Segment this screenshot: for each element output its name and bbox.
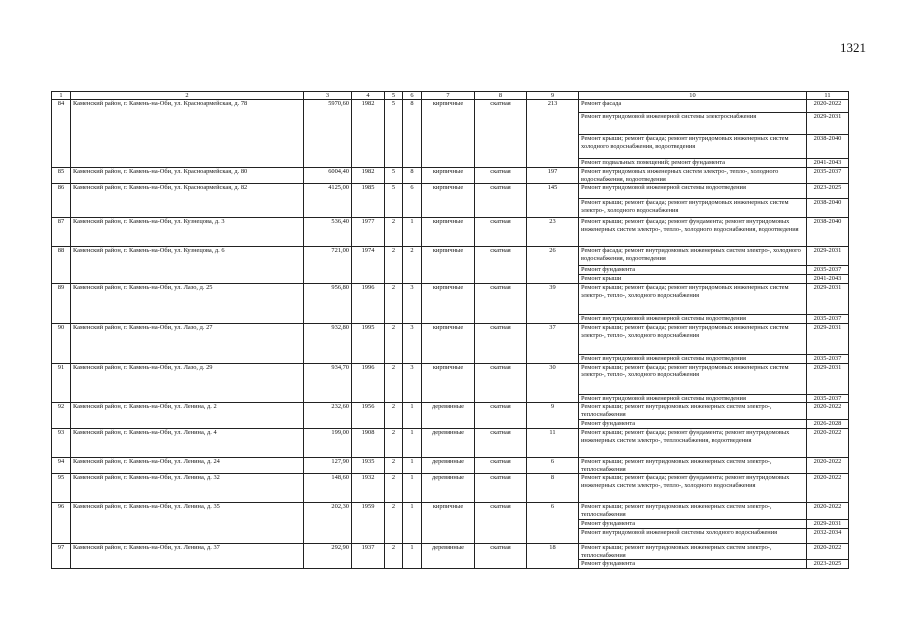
building-entrances: 1 [403,218,422,247]
roof-type: скатная [475,457,527,474]
table-row [52,184,849,199]
building-number: 95 [52,474,71,503]
wall-material: деревянные [422,474,475,503]
building-area: 127,90 [304,457,352,474]
building-entrances: 8 [403,167,422,184]
building-floors: 2 [385,428,403,457]
column-number: 8 [475,92,527,100]
column-number: 5 [385,92,403,100]
wall-material: кирпичные [422,283,475,323]
work-description: Ремонт крыши; ремонт внутридомовых инженерных систем электро-, теплоснабжения [579,543,807,560]
table-row [52,474,849,503]
work-description: Ремонт крыши; ремонт фасада; ремонт внутридомовых инженерных систем холодного водоснабжения, водоотведения [579,135,807,159]
building-entrances: 3 [403,363,422,403]
residents-count: 37 [527,323,579,363]
work-period: 2020-2022 [807,403,849,420]
building-year: 1996 [352,363,385,403]
building-year: 1982 [352,167,385,184]
wall-material: кирпичные [422,503,475,543]
residents-count: 213 [527,100,579,168]
table-row [52,428,849,457]
building-entrances: 8 [403,100,422,168]
table-row [52,403,849,420]
building-entrances: 1 [403,474,422,503]
work-period: 2029-2031 [807,113,849,135]
table-row [52,503,849,520]
residents-count: 18 [527,543,579,568]
work-period: 2029-2031 [807,247,849,266]
residents-count: 11 [527,428,579,457]
building-floors: 5 [385,100,403,168]
roof-type: скатная [475,363,527,403]
wall-material: кирпичные [422,218,475,247]
work-period: 2038-2040 [807,218,849,247]
work-description: Ремонт внутридомовой инженерной системы водоотведения [579,354,807,363]
building-area: 934,70 [304,363,352,403]
wall-material: деревянные [422,457,475,474]
work-period: 2029-2031 [807,363,849,394]
building-year: 1937 [352,543,385,568]
work-period: 2035-2037 [807,354,849,363]
building-number: 92 [52,403,71,428]
building-area: 232,60 [304,403,352,428]
work-description: Ремонт крыши; ремонт фасада; ремонт фундамента; ремонт внутридомовых инженерных систем электро-, тепло-, холодного водоснабжения, водоотведения [579,218,807,247]
residents-count: 39 [527,283,579,323]
building-entrances: 1 [403,503,422,543]
column-number: 10 [579,92,807,100]
building-entrances: 1 [403,457,422,474]
work-description: Ремонт внутридомовых инженерных систем электро-, тепло-, холодного водоснабжения, водоотведения [579,167,807,184]
table-row [52,218,849,247]
building-floors: 2 [385,363,403,403]
building-number: 84 [52,100,71,168]
work-description: Ремонт внутридомовой инженерной системы водоотведения [579,184,807,199]
work-description: Ремонт фундамента [579,266,807,275]
wall-material: деревянные [422,403,475,428]
column-number: 1 [52,92,71,100]
building-area: 6004,40 [304,167,352,184]
work-description: Ремонт фасада; ремонт внутридомовых инженерных систем электро-, холодного водоснабжения, водоотведения [579,247,807,266]
roof-type: скатная [475,543,527,568]
building-entrances: 3 [403,283,422,323]
building-area: 956,80 [304,283,352,323]
column-number: 4 [352,92,385,100]
residents-count: 6 [527,503,579,543]
building-number: 90 [52,323,71,363]
building-floors: 2 [385,323,403,363]
residents-count: 23 [527,218,579,247]
work-description: Ремонт внутридомовой инженерной системы водоотведения [579,314,807,323]
work-period: 2026-2028 [807,419,849,428]
column-number: 6 [403,92,422,100]
roof-type: скатная [475,218,527,247]
work-period: 2023-2025 [807,560,849,569]
wall-material: кирпичные [422,247,475,284]
work-description: Ремонт крыши; ремонт фасада; ремонт фундамента; ремонт внутридомовых инженерных систем электро-, теплоснабжения, водоотведения [579,428,807,457]
residents-count: 6 [527,457,579,474]
roof-type: скатная [475,474,527,503]
roof-type: скатная [475,283,527,323]
work-description: Ремонт внутридомовой инженерной системы водоотведения [579,394,807,403]
work-period: 2020-2022 [807,100,849,113]
work-description: Ремонт крыши; ремонт внутридомовых инженерных систем электро-, теплоснабжения [579,457,807,474]
building-address: Каменский район, г. Камень-на-Оби, ул. Кузнецова, д. 3 [71,218,304,247]
work-period: 2023-2025 [807,184,849,199]
residents-count: 197 [527,167,579,184]
building-floors: 2 [385,247,403,284]
roof-type: скатная [475,323,527,363]
column-number: 9 [527,92,579,100]
wall-material: кирпичные [422,167,475,184]
building-number: 87 [52,218,71,247]
work-description: Ремонт фасада [579,100,807,113]
work-description: Ремонт крыши; ремонт фасада; ремонт внутридомовых инженерных систем электро-, тепло-, холодного водоснабжения [579,323,807,354]
roof-type: скатная [475,184,527,218]
roof-type: скатная [475,100,527,168]
building-number: 85 [52,167,71,184]
buildings-table [51,91,849,569]
building-entrances: 6 [403,184,422,218]
building-number: 86 [52,184,71,218]
page-number: 1321 [840,40,866,55]
building-year: 1932 [352,474,385,503]
building-year: 1974 [352,247,385,284]
work-description: Ремонт внутридомовой инженерной системы холодного водоснабжения [579,528,807,543]
column-number-row [52,92,849,100]
building-floors: 2 [385,403,403,428]
building-year: 1935 [352,457,385,474]
building-entrances: 3 [403,323,422,363]
building-address: Каменский район, г. Камень-на-Оби, ул. Ленина, д. 35 [71,503,304,543]
work-period: 2035-2037 [807,314,849,323]
work-period: 2020-2022 [807,474,849,503]
work-period: 2041-2043 [807,159,849,168]
wall-material: кирпичные [422,100,475,168]
column-number: 7 [422,92,475,100]
building-year: 1959 [352,503,385,543]
building-floors: 5 [385,184,403,218]
work-period: 2020-2022 [807,503,849,520]
building-address: Каменский район, г. Камень-на-Оби, ул. Ленина, д. 4 [71,428,304,457]
building-floors: 5 [385,167,403,184]
building-address: Каменский район, г. Камень-на-Оби, ул. Ленина, д. 37 [71,543,304,568]
building-area: 292,90 [304,543,352,568]
work-description: Ремонт крыши; ремонт внутридомовых инженерных систем электро-, теплоснабжения [579,403,807,420]
work-description: Ремонт крыши; ремонт фасада; ремонт внутридомовых инженерных систем электро-, тепло-, холодного водоснабжения [579,283,807,314]
building-year: 1982 [352,100,385,168]
column-number: 11 [807,92,849,100]
building-number: 91 [52,363,71,403]
building-entrances: 1 [403,428,422,457]
building-number: 94 [52,457,71,474]
building-area: 202,30 [304,503,352,543]
work-description: Ремонт фундамента [579,560,807,569]
work-period: 2035-2037 [807,266,849,275]
building-number: 96 [52,503,71,543]
work-period: 2029-2031 [807,283,849,314]
work-description: Ремонт фундамента [579,419,807,428]
wall-material: кирпичные [422,323,475,363]
work-description: Ремонт крыши [579,275,807,284]
work-period: 2035-2037 [807,394,849,403]
residents-count: 26 [527,247,579,284]
residents-count: 8 [527,474,579,503]
building-area: 5970,60 [304,100,352,168]
building-address: Каменский район, г. Камень-на-Оби, ул. Красноармейская, д. 78 [71,100,304,168]
column-number: 2 [71,92,304,100]
work-description: Ремонт крыши; ремонт фасада; ремонт фундамента; ремонт внутридомовых инженерных систем электро-, тепло-, холодного водоснабжения [579,474,807,503]
building-floors: 2 [385,543,403,568]
residents-count: 30 [527,363,579,403]
building-address: Каменский район, г. Камень-на-Оби, ул. Ленина, д. 32 [71,474,304,503]
work-period: 2029-2031 [807,323,849,354]
building-year: 1977 [352,218,385,247]
building-floors: 2 [385,457,403,474]
wall-material: деревянные [422,543,475,568]
work-description: Ремонт крыши; ремонт внутридомовых инженерных систем электро-, теплоснабжения [579,503,807,520]
building-number: 88 [52,247,71,284]
building-entrances: 2 [403,247,422,284]
work-period: 2020-2022 [807,428,849,457]
building-number: 89 [52,283,71,323]
table-row [52,283,849,314]
building-entrances: 1 [403,543,422,568]
table-row [52,323,849,354]
residents-count: 145 [527,184,579,218]
table-row [52,543,849,560]
building-year: 1956 [352,403,385,428]
building-address: Каменский район, г. Камень-на-Оби, ул. Лазо, д. 27 [71,323,304,363]
roof-type: скатная [475,403,527,428]
building-address: Каменский район, г. Камень-на-Оби, ул. Кузнецова, д. 6 [71,247,304,284]
building-address: Каменский район, г. Камень-на-Оби, ул. Лазо, д. 29 [71,363,304,403]
building-area: 4125,00 [304,184,352,218]
roof-type: скатная [475,428,527,457]
building-address: Каменский район, г. Камень-на-Оби, ул. Красноармейская, д. 80 [71,167,304,184]
work-description: Ремонт крыши; ремонт фасада; ремонт внутридомовых инженерных систем электро-, холодного водоснабжения [579,199,807,218]
building-number: 97 [52,543,71,568]
table-row [52,167,849,184]
building-area: 148,60 [304,474,352,503]
building-number: 93 [52,428,71,457]
building-area: 199,00 [304,428,352,457]
table-row [52,100,849,113]
table-row [52,363,849,394]
building-area: 932,80 [304,323,352,363]
work-description: Ремонт крыши; ремонт фасада; ремонт внутридомовых инженерных систем электро-, тепло-, холодного водоснабжения [579,363,807,394]
work-description: Ремонт внутридомовой инженерной системы электроснабжения [579,113,807,135]
work-period: 2038-2040 [807,135,849,159]
building-address: Каменский район, г. Камень-на-Оби, ул. Лазо, д. 25 [71,283,304,323]
building-year: 1995 [352,323,385,363]
work-period: 2020-2022 [807,457,849,474]
table-row [52,457,849,474]
work-period: 2029-2031 [807,519,849,528]
roof-type: скатная [475,503,527,543]
roof-type: скатная [475,167,527,184]
residents-count: 9 [527,403,579,428]
wall-material: деревянные [422,428,475,457]
work-period: 2020-2022 [807,543,849,560]
building-year: 1996 [352,283,385,323]
column-number: 3 [304,92,352,100]
building-year: 1908 [352,428,385,457]
building-floors: 2 [385,503,403,543]
building-floors: 2 [385,218,403,247]
building-address: Каменский район, г. Камень-на-Оби, ул. Ленина, д. 24 [71,457,304,474]
roof-type: скатная [475,247,527,284]
building-area: 536,40 [304,218,352,247]
work-period: 2041-2043 [807,275,849,284]
work-period: 2032-2034 [807,528,849,543]
building-address: Каменский район, г. Камень-на-Оби, ул. Ленина, д. 2 [71,403,304,428]
work-period: 2035-2037 [807,167,849,184]
building-area: 721,00 [304,247,352,284]
wall-material: кирпичные [422,363,475,403]
building-floors: 2 [385,283,403,323]
wall-material: кирпичные [422,184,475,218]
building-entrances: 1 [403,403,422,428]
work-description: Ремонт фундамента [579,519,807,528]
work-description: Ремонт подвальных помещений; ремонт фундамента [579,159,807,168]
building-address: Каменский район, г. Камень-на-Оби, ул. Красноармейская, д. 82 [71,184,304,218]
work-period: 2038-2040 [807,199,849,218]
building-floors: 2 [385,474,403,503]
building-year: 1985 [352,184,385,218]
table-row [52,247,849,266]
